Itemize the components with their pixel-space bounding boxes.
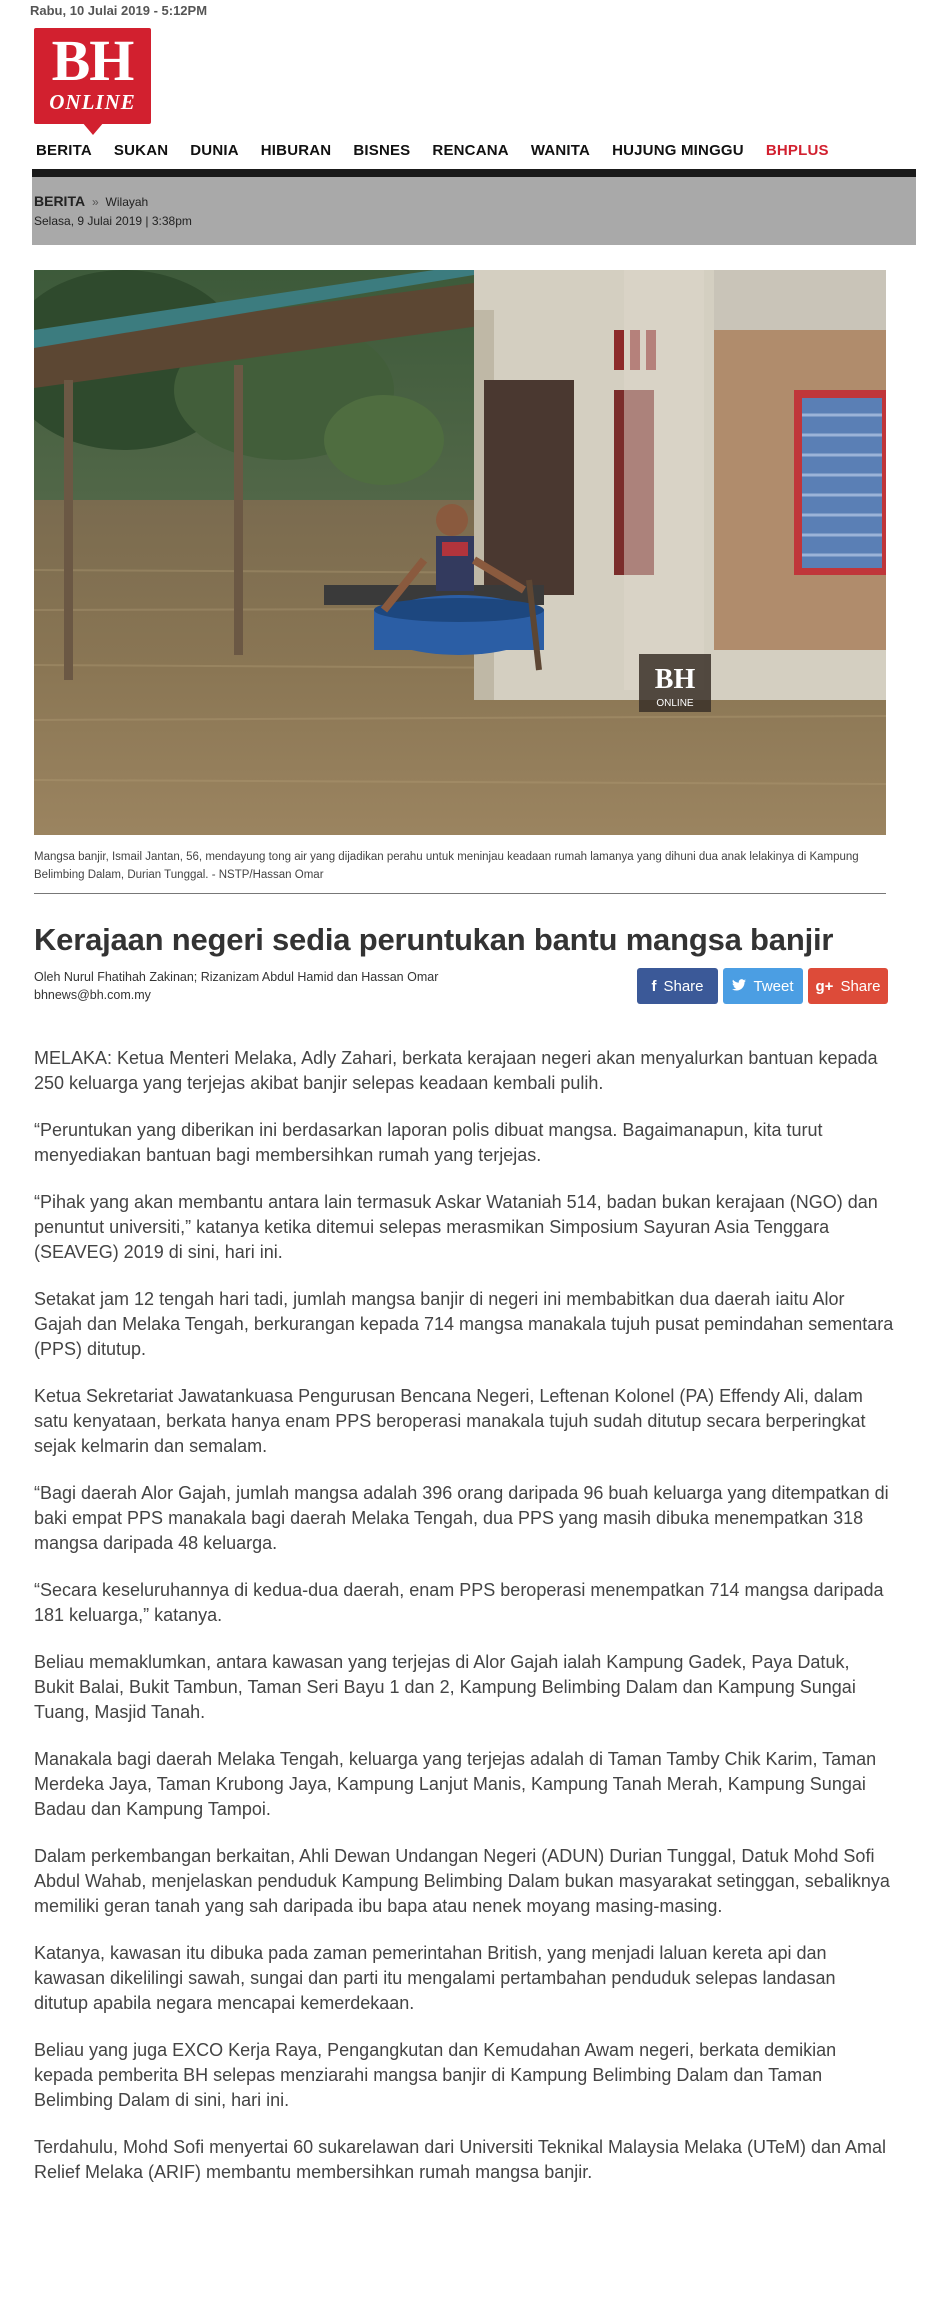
breadcrumb-band xyxy=(32,177,916,245)
article-paragraph: MELAKA: Ketua Menteri Melaka, Adly Zahari, berkata kerajaan negeri akan menyalurkan bantuan kepada 250 keluarga yang terjejas akibat banjir selepas keadaan kembali pulih. xyxy=(34,1048,878,1093)
article-paragraph: Beliau memaklumkan, antara kawasan yang terjejas di Alor Gajah ialah Kampung Gadek, Paya Datuk, Bukit Balai, Bukit Tambun, Taman Seri Bayu 1 dan 2, Kampung Belimbing Dalam dan Kampung Sungai Tuang, Masjid Tanah. xyxy=(34,1652,856,1722)
nav-divider-bar xyxy=(32,169,916,177)
caption-divider xyxy=(34,893,886,894)
flood-scene-image xyxy=(34,270,886,835)
breadcrumb xyxy=(34,193,148,209)
author-email[interactable]: bhnews@bh.com.my xyxy=(34,988,151,1002)
bh-online-logo[interactable] xyxy=(34,28,151,133)
twitter-tweet-button[interactable] xyxy=(723,968,803,1004)
nav-item-wanita[interactable]: WANITA xyxy=(530,142,591,159)
article-paragraph: “Pihak yang akan membantu antara lain termasuk Askar Wataniah 514, badan bukan kerajaan (NGO) dan penuntut universiti,” katanya ketika ditemui selepas merasmikan Simposium Sayuran Asia Tenggara (SEAVEG) 2019 di sini, hari ini. xyxy=(34,1192,878,1262)
logo-main-text: BH xyxy=(51,28,134,93)
article-photo xyxy=(34,270,886,835)
facebook-share-button[interactable] xyxy=(637,968,718,1004)
nav-item-hiburan[interactable]: HIBURAN xyxy=(260,142,332,159)
article-paragraph: Dalam perkembangan berkaitan, Ahli Dewan Undangan Negeri (ADUN) Durian Tunggal, Datuk Mohd Sofi Abdul Wahab, menjelaskan penduduk Kampung Belimbing Dalam bukan masyarakat setinggan, sebaliknya memiliki geran tanah yang sah daripada ibu bapa atau nenek moyang masing-masing. xyxy=(34,1846,890,1916)
article-paragraph: Katanya, kawasan itu dibuka pada zaman pemerintahan British, yang menjadi laluan kereta api dan kawasan dikelilingi sawah, sungai dan parti itu mengalami pertambahan penduduk selepas landasan ditutup apabila negara mencapai kemerdekaan. xyxy=(34,1943,836,2013)
nav-item-rencana[interactable]: RENCANA xyxy=(432,142,509,159)
nav-item-bisnes[interactable]: BISNES xyxy=(353,142,411,159)
nav-item-bhplus[interactable]: BHPLUS xyxy=(765,142,829,159)
googleplus-icon: g+ xyxy=(815,977,834,995)
article-body xyxy=(34,1046,894,2207)
photo-watermark-main: BH xyxy=(654,664,696,695)
nav-item-berita[interactable]: BERITA xyxy=(36,142,92,159)
breadcrumb-separator: » xyxy=(91,195,99,209)
photo-caption: Mangsa banjir, Ismail Jantan, 56, mendayung tong air yang dijadikan perahu untuk meninjau keadaan rumah lamanya yang dihuni dua anak lelakinya di Kampung Belimbing Dalam, Durian Tunggal. - NSTP/Hassan Omar xyxy=(34,851,859,881)
article-paragraph: Beliau yang juga EXCO Kerja Raya, Pengangkutan dan Kemudahan Awam negeri, berkata demikian kepada pemberita BH selepas menziarahi mangsa banjir di Kampung Belimbing Dalam dan Taman Belimbing Dalam di sini, hari ini. xyxy=(34,2040,837,2110)
nav-item-sukan[interactable]: SUKAN xyxy=(113,142,169,159)
breadcrumb-subsection[interactable]: Wilayah xyxy=(105,195,149,209)
article-paragraph: Ketua Sekretariat Jawatankuasa Pengurusan Bencana Negeri, Leftenan Kolonel (PA) Effendy Ali, dalam satu kenyataan, berkata hanya enam PPS beroperasi manakala tujuh sudah ditutup secara berperingkat sejak kelmarin dan semalam. xyxy=(34,1386,866,1456)
main-nav xyxy=(36,142,851,159)
article-paragraph: “Peruntukan yang diberikan ini berdasarkan laporan polis dibuat mangsa. Bagaimanapun, kita turut menyediakan bantuan bagi membersihkan rumah yang terjejas. xyxy=(34,1120,823,1165)
article-byline: Oleh Nurul Fhatihah Zakinan; Rizanizam Abdul Hamid dan Hassan Omar xyxy=(34,970,439,984)
twitter-tweet-label: Tweet xyxy=(753,977,794,995)
googleplus-share-button[interactable] xyxy=(808,968,888,1004)
twitter-bird-icon xyxy=(732,978,746,995)
article-paragraph: Terdahulu, Mohd Sofi menyertai 60 sukarelawan dari Universiti Teknikal Malaysia Melaka (UTeM) dan Amal Relief Melaka (ARIF) membantu membersihkan rumah mangsa banjir. xyxy=(34,2137,887,2182)
googleplus-share-label: Share xyxy=(840,977,881,995)
nav-item-hujung-minggu[interactable]: HUJUNG MINGGU xyxy=(612,142,744,159)
article-paragraph: Manakala bagi daerah Melaka Tengah, keluarga yang terjejas adalah di Taman Tamby Chik Karim, Taman Merdeka Jaya, Taman Krubong Jaya, Kampung Lanjut Manis, Kampung Tanah Merah, Kampung Sungai Badau dan Kampung Tampoi. xyxy=(34,1749,877,1819)
article-headline: Kerajaan negeri sedia peruntukan bantu mangsa banjir xyxy=(34,922,834,957)
photo-watermark-sub: ONLINE xyxy=(656,698,694,709)
header-datetime: Rabu, 10 Julai 2019 - 5:12PM xyxy=(30,3,208,18)
article-paragraph: “Bagi daerah Alor Gajah, jumlah mangsa adalah 396 orang daripada 96 buah keluarga yang ditempatkan di baki empat PPS manakala bagi daerah Melaka Tengah, dua PPS yang masih dibuka menempatkan 318 mangsa daripada 48 keluarga. xyxy=(34,1483,889,1553)
article-paragraph: “Secara keseluruhannya di kedua-dua daerah, enam PPS beroperasi menempatkan 714 mangsa daripada 181 keluarga,” katanya. xyxy=(34,1580,884,1625)
breadcrumb-section[interactable]: BERITA xyxy=(34,193,86,209)
facebook-share-label: Share xyxy=(663,977,704,995)
facebook-icon: f xyxy=(651,977,657,995)
publish-date: Selasa, 9 Julai 2019 | 3:38pm xyxy=(34,214,192,228)
logo-sub-text: ONLINE xyxy=(49,90,136,114)
nav-item-dunia[interactable]: DUNIA xyxy=(190,142,239,159)
article-paragraph: Setakat jam 12 tengah hari tadi, jumlah mangsa banjir di negeri ini membabitkan dua daerah iaitu Alor Gajah dan Melaka Tengah, berkurangan kepada 714 mangsa manakala tujuh pusat pemindahan sementara (PPS) ditutup. xyxy=(34,1289,894,1359)
